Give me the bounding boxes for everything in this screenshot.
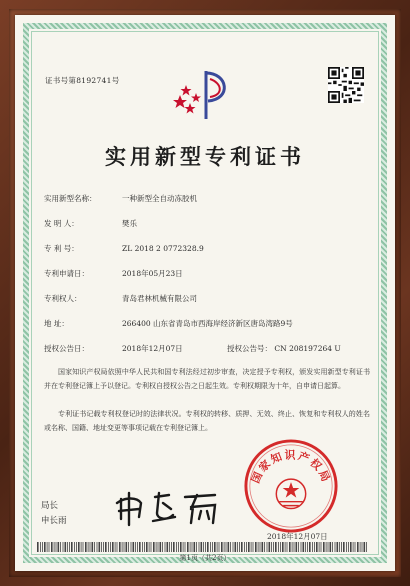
qr-code-icon [328,67,364,103]
field-label: 授权公告号： [227,344,272,353]
field-label: 专 利 号： [44,244,79,253]
official-seal-stamp [242,437,340,535]
certificate-title: 实用新型专利证书 [105,144,305,169]
director-title: 局长 [41,501,59,511]
seal-date: 2018年12月07日 [267,532,328,541]
field-label: 专利申请日： [44,269,89,278]
seal-text: 国家知识产权局 [248,448,334,486]
field-utility-model-name [44,193,197,204]
field-value: 2018年05月23日 [122,269,183,278]
field-label: 授权公告日： [44,344,89,353]
field-value: 青岛君林机械有限公司 [122,294,197,303]
field-inventor [44,218,137,229]
field-label: 专利权人： [44,294,82,303]
field-value: 2018年12月07日 [122,344,183,353]
field-value: ZL 2018 2 0772328.9 [122,244,204,253]
certificate-paper [15,15,395,571]
cnipa-emblem-icon [170,65,240,125]
paragraph-legal-status: 专利证书记载专利权登记时的法律状况。专利权的转移、质押、无效、终止、恢复和专利权人的姓名或名称、国籍、地址变更等事项记载在专利登记簿上。 [44,410,370,432]
field-grant-number [227,343,341,354]
field-label: 发 明 人： [44,219,79,228]
field-patentee [44,293,197,304]
field-value: 266400 山东省青岛市西海岸经济新区唐岛湾路9号 [122,319,293,328]
field-label: 实用新型名称： [44,194,97,203]
field-value: CN 208197264 U [274,344,341,353]
page-number: 第1页（共2页） [179,554,231,562]
field-value: 樊乐 [122,219,137,228]
field-grant-date [44,343,183,354]
field-filing-date [44,268,183,279]
field-address [44,318,293,329]
paragraph-grant-decision: 国家知识产权局依照中华人民共和国专利法经过初步审查，决定授予专利权，颁发实用新型专利证书并在专利登记簿上予以登记。专利权自授权公告之日起生效。专利权期限为十年，自申请日起算。 [44,368,370,390]
field-value: 一种新型全自动冻胶机 [122,194,197,203]
director-name: 申长雨 [41,516,67,526]
certificate-number: 证书号第8192741号 [45,76,120,85]
field-label: 地 址： [44,319,69,328]
director-signature [111,487,241,527]
field-patent-number [44,243,204,254]
barcode-strip [37,542,367,552]
